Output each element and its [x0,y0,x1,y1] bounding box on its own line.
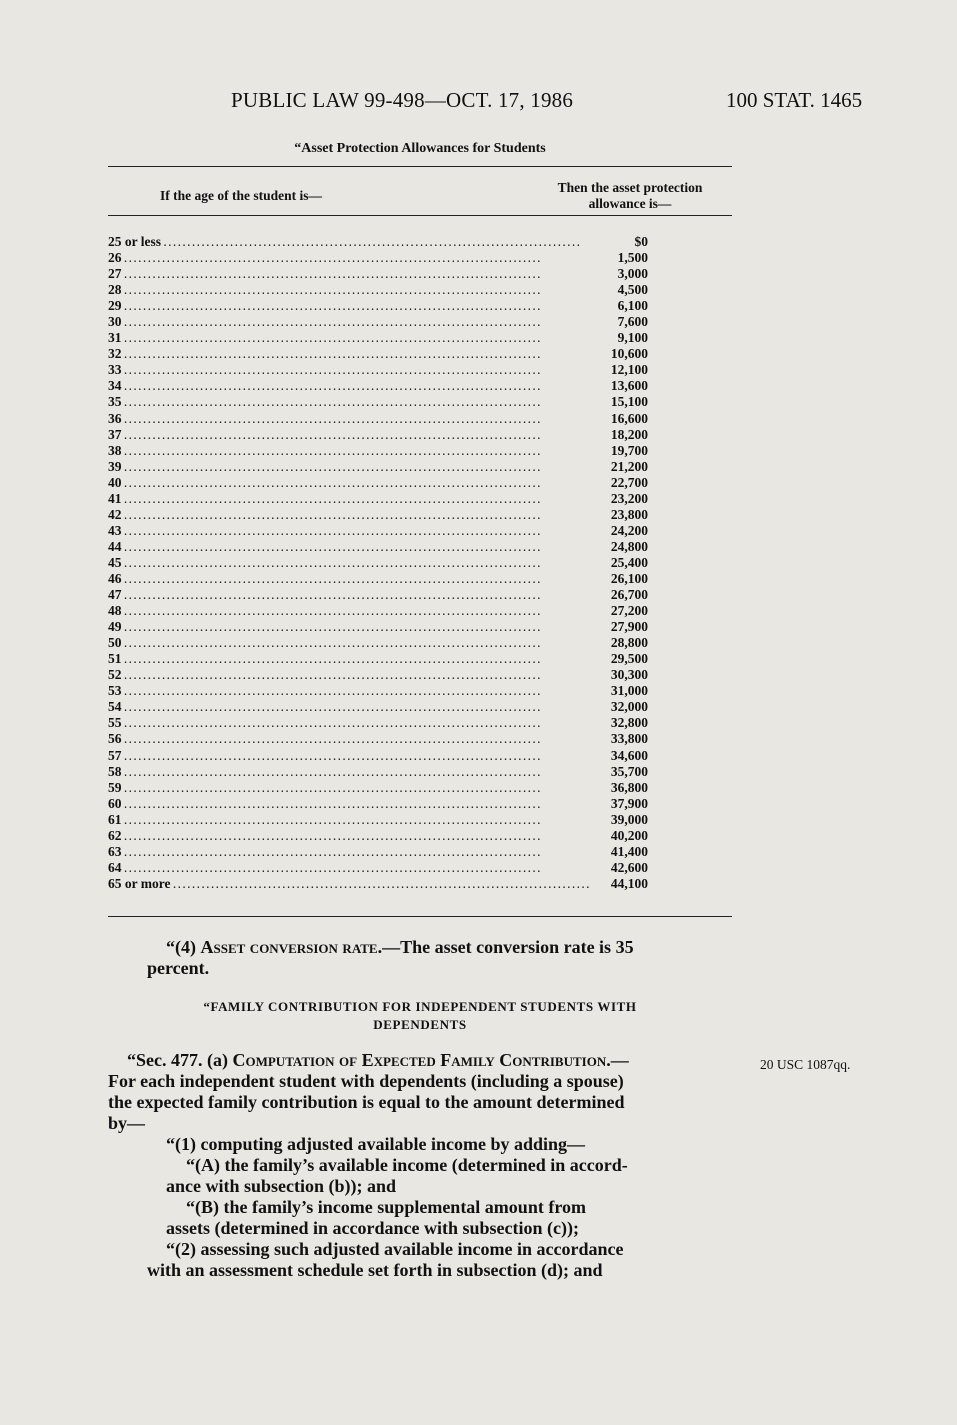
row-allowance: 7,600 [617,314,648,330]
row-age: 35 . . . [108,394,594,410]
row-age: 25 or less . . . [108,234,594,250]
column-header-age: If the age of the student is— [160,188,322,203]
row-allowance: 37,900 [610,795,648,811]
row-age: 46 . . . [108,571,594,587]
section-477-line2: For each independent student with dependents (including a spouse) [108,1071,624,1091]
row-allowance: 34,600 [610,747,648,763]
row-allowance: 32,000 [610,699,648,715]
row-allowance: 32,800 [610,715,648,731]
subparagraph-b-line1: “(B) the family’s income supplemental amount from [186,1197,586,1217]
table-row [108,330,648,346]
table-row [108,346,648,362]
subparagraph-b-line2: assets (determined in accordance with subsection (c)); [166,1218,579,1238]
row-allowance: 31,000 [610,683,648,699]
row-allowance: 44,100 [610,875,648,891]
paragraph-caption: Asset conversion rate [200,937,378,957]
column-header-allowance-line2: allowance is— [588,196,672,211]
subparagraph-a-line1: “(A) the family’s available income (determined in accord- [186,1155,628,1175]
row-allowance: 23,200 [610,490,648,506]
table-row [108,539,648,555]
row-allowance: 1,500 [617,250,648,266]
table-row [108,667,648,683]
table-row [108,764,648,780]
table-row [108,587,648,603]
row-age: 49 . . . [108,619,594,635]
allowance-table [108,234,648,892]
table-row [108,250,648,266]
table-row [108,314,648,330]
table-row [108,780,648,796]
table-row [108,394,648,410]
table-row [108,427,648,443]
row-allowance: 4,500 [617,282,648,298]
row-age: 34 . . . [108,378,594,394]
row-age: 47 . . . [108,587,594,603]
usc-sidenote: 20 USC 1087qq. [760,1057,851,1072]
row-allowance: 10,600 [610,346,648,362]
row-age: 39 . . . [108,459,594,475]
table-row [108,828,648,844]
paragraph-1: “(1) computing adjusted available income by adding— [166,1134,586,1154]
table-row [108,298,648,314]
table-header-rule [108,215,732,216]
table-row [108,860,648,876]
row-allowance: 27,200 [610,603,648,619]
section-477-heading [127,1050,629,1071]
row-allowance: 18,200 [610,426,648,442]
table-top-rule [108,166,732,167]
paragraph-2-line2: with an assessment schedule set forth in subsection (d); and [147,1260,603,1280]
table-row [108,475,648,491]
table-row [108,571,648,587]
row-age: 53 . . . [108,683,594,699]
stat-page-number: 100 STAT. 1465 [726,88,863,112]
column-header-allowance [545,180,715,212]
row-age: 42 . . . [108,507,594,523]
table-row [108,459,648,475]
row-allowance: 23,800 [610,506,648,522]
row-age: 32 . . . [108,346,594,362]
row-allowance: 39,000 [610,811,648,827]
row-allowance: 12,100 [610,362,648,378]
row-age: 61 . . . [108,812,594,828]
row-allowance: 24,200 [610,522,648,538]
table-row [108,812,648,828]
row-age: 36 . . . [108,411,594,427]
table-row [108,876,648,892]
row-allowance: 21,200 [610,458,648,474]
row-age: 26 . . . [108,250,594,266]
row-allowance: 22,700 [610,474,648,490]
table-row [108,699,648,715]
table-row [108,635,648,651]
table-row [108,507,648,523]
paragraph-number: “(4) [166,937,201,957]
row-age: 45 . . . [108,555,594,571]
row-age: 38 . . . [108,443,594,459]
section-caption: Computation of Expected Family Contribution [232,1050,607,1070]
row-allowance: 30,300 [610,667,648,683]
row-age: 58 . . . [108,764,594,780]
row-age: 65 or more . . . [108,876,594,892]
table-row [108,362,648,378]
row-age: 31 . . . [108,330,594,346]
table-row [108,683,648,699]
row-age: 29 . . . [108,298,594,314]
section-477-line4: by— [108,1113,146,1133]
table-row [108,234,648,250]
table-row [108,266,648,282]
table-row [108,748,648,764]
section-caption-dash: .— [606,1050,629,1070]
row-age: 43 . . . [108,523,594,539]
table-row [108,523,648,539]
column-header-allowance-line1: Then the asset protection [557,180,703,195]
row-allowance: 9,100 [617,330,648,346]
row-allowance: 3,000 [617,266,648,282]
row-age: 41 . . . [108,491,594,507]
section-heading-line2: DEPENDENTS [373,1017,467,1032]
row-age: 63 . . . [108,844,594,860]
row-age: 50 . . . [108,635,594,651]
table-row [108,491,648,507]
row-age: 27 . . . [108,266,594,282]
row-age: 52 . . . [108,667,594,683]
row-allowance: 35,700 [610,763,648,779]
table-row [108,619,648,635]
row-age: 55 . . . [108,715,594,731]
row-allowance: 24,800 [610,538,648,554]
table-row [108,796,648,812]
row-age: 33 . . . [108,362,594,378]
public-law-header: PUBLIC LAW 99-498—OCT. 17, 1986 [231,88,574,112]
row-allowance: 13,600 [610,378,648,394]
row-age: 59 . . . [108,780,594,796]
section-number: “Sec. 477. (a) [127,1050,233,1070]
row-allowance: 42,600 [610,859,648,875]
row-allowance: 41,400 [610,843,648,859]
table-row [108,411,648,427]
row-age: 56 . . . [108,731,594,747]
row-allowance: 19,700 [610,442,648,458]
section-heading-line1: “FAMILY CONTRIBUTION FOR INDEPENDENT STUDENTS WITH [203,999,637,1014]
row-age: 40 . . . [108,475,594,491]
row-allowance: 6,100 [617,298,648,314]
table-row [108,555,648,571]
row-age: 57 . . . [108,748,594,764]
row-age: 37 . . . [108,427,594,443]
table-bottom-rule [108,916,732,917]
row-age: 62 . . . [108,828,594,844]
paragraph-text: .—The asset conversion rate is 35 [377,937,634,957]
row-allowance: 26,100 [610,570,648,586]
row-allowance: 33,800 [610,731,648,747]
row-age: 48 . . . [108,603,594,619]
row-allowance: 16,600 [610,410,648,426]
row-allowance: 25,400 [610,554,648,570]
subparagraph-a-line2: ance with subsection (b)); and [166,1176,397,1196]
paragraph-2-line1: “(2) assessing such adjusted available income in accordance [166,1239,624,1259]
table-row [108,651,648,667]
table-row [108,715,648,731]
row-allowance: $0 [634,234,648,249]
section-477-line3: the expected family contribution is equal to the amount determined [108,1092,625,1112]
row-allowance: 27,900 [610,619,648,635]
table-row [108,378,648,394]
table-row [108,603,648,619]
row-age: 64 . . . [108,860,594,876]
asset-conversion-paragraph [166,937,634,958]
table-row [108,731,648,747]
row-allowance: 36,800 [610,779,648,795]
table-row [108,443,648,459]
row-age: 54 . . . [108,699,594,715]
asset-conversion-continuation: percent. [147,958,210,978]
row-age: 28 . . . [108,282,594,298]
row-allowance: 28,800 [610,635,648,651]
row-age: 60 . . . [108,796,594,812]
row-allowance: 40,200 [610,827,648,843]
row-allowance: 26,700 [610,587,648,603]
table-row [108,282,648,298]
row-allowance: 29,500 [610,651,648,667]
row-age: 44 . . . [108,539,594,555]
table-row [108,844,648,860]
row-age: 30 . . . [108,314,594,330]
row-age: 51 . . . [108,651,594,667]
table-title: “Asset Protection Allowances for Students [294,141,546,156]
row-allowance: 15,100 [610,394,648,410]
